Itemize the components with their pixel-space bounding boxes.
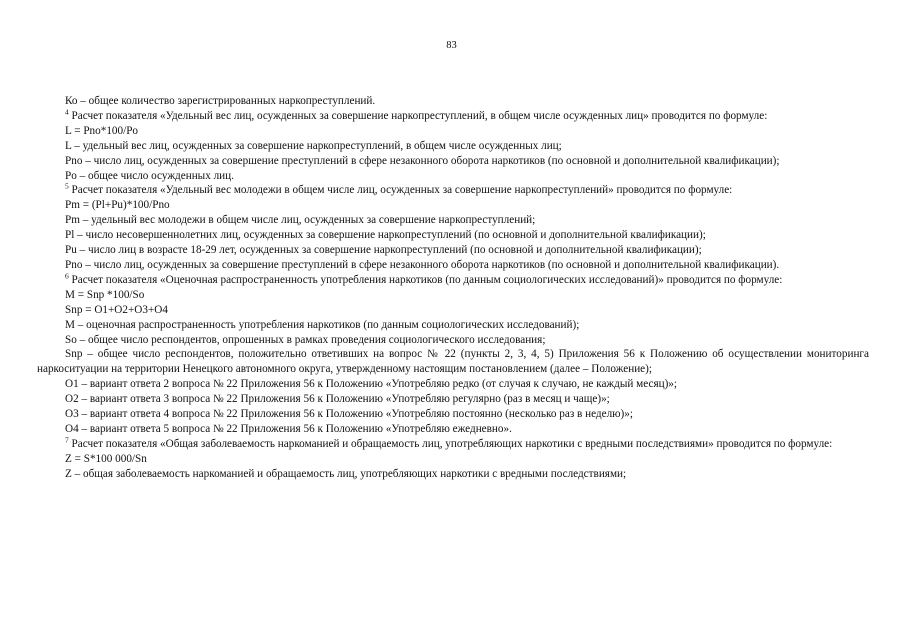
paragraph-text: M = Snp *100/So bbox=[65, 288, 145, 301]
paragraph-text: O1 – вариант ответа 2 вопроса № 22 Приложения 56 к Положению «Употребляю редко (от случая к случаю, не каждый месяц)»; bbox=[65, 378, 677, 391]
paragraph bbox=[37, 407, 869, 422]
paragraph bbox=[37, 437, 869, 452]
paragraph-text: L = Pno*100/Po bbox=[65, 124, 139, 137]
paragraph-text: Pu – число лиц в возрасте 18-29 лет, осужденных за совершение наркопреступлений (по основной и дополнительной квалификации); bbox=[65, 244, 702, 257]
paragraph bbox=[37, 422, 869, 437]
paragraph bbox=[37, 303, 869, 318]
paragraph-text: So – общее число респондентов, опрошенных в рамках проведения социологического исследования; bbox=[65, 333, 546, 346]
paragraph bbox=[37, 183, 869, 198]
paragraph-text: Расчет показателя «Оценочная распространенность употребления наркотиков (по данным социологических исследований)» проводится по формуле: bbox=[68, 273, 783, 286]
paragraph-text: L – удельный вес лиц, осужденных за совершение наркопреступлений, в общем числе осужденных лиц; bbox=[65, 139, 562, 152]
paragraph-text: Расчет показателя «Удельный вес молодежи в общем числе лиц, осужденных за совершение наркопреступлений» проводится по формуле: bbox=[68, 184, 733, 197]
paragraph-text: Pno – число лиц, осужденных за совершение преступлений в сфере незаконного оборота наркотиков (по основной и дополнительной квалификации); bbox=[65, 154, 780, 167]
paragraph bbox=[37, 467, 869, 482]
paragraph-text: Ко – общее количество зарегистрированных наркопреступлений. bbox=[65, 95, 376, 107]
paragraph bbox=[37, 347, 869, 377]
paragraph-text: M – оценочная распространенность употребления наркотиков (по данным социологических исследований); bbox=[65, 318, 580, 331]
paragraph-text: Snp – общее число респондентов, положительно ответивших на вопрос № 22 (пункты 2, 3, 4, 5) Приложения 56 к Положению об осуществлении мониторинга наркоситуации на территории Ненецкого автономного округа, утвержденному настоящим постановлением (далее – Положение); bbox=[37, 348, 869, 376]
footnote-marker: 5 bbox=[65, 181, 69, 191]
paragraph bbox=[37, 243, 869, 258]
footnote-marker: 6 bbox=[65, 271, 69, 281]
paragraph-text: O3 – вариант ответа 4 вопроса № 22 Приложения 56 к Положению «Употребляю постоянно (несколько раз в неделю)»; bbox=[65, 408, 633, 421]
paragraph-text: Pm = (Pl+Pu)*100/Pno bbox=[65, 199, 170, 212]
paragraph-text: Po – общее число осужденных лиц. bbox=[65, 169, 234, 182]
paragraph-text: Расчет показателя «Общая заболеваемость наркоманией и обращаемость лиц, употребляющих наркотики с вредными последствиями» проводится по формуле: bbox=[68, 437, 833, 450]
paragraph-text: Pl – число несовершеннолетних лиц, осужденных за совершение наркопреступлений (по основной и дополнительной квалификации); bbox=[65, 229, 706, 242]
paragraph-text: Z – общая заболеваемость наркоманией и обращаемость лиц, употребляющих наркотики с вредными последствиями; bbox=[65, 467, 627, 480]
paragraph-text: Z = S*100 000/Sn bbox=[65, 452, 147, 465]
paragraph-text: Расчет показателя «Удельный вес лиц, осужденных за совершение наркопреступлений, в общем числе осужденных лиц» проводится по формуле: bbox=[68, 109, 768, 122]
paragraph-text: O4 – вариант ответа 5 вопроса № 22 Приложения 56 к Положению «Употребляю ежедневно». bbox=[65, 422, 512, 435]
paragraph bbox=[37, 154, 869, 169]
paragraph bbox=[37, 198, 869, 213]
paragraph-text: Pm – удельный вес молодежи в общем числе лиц, осужденных за совершение наркопреступлений; bbox=[65, 214, 536, 227]
document-body bbox=[37, 94, 869, 482]
paragraph-text: Pno – число лиц, осужденных за совершение преступлений в сфере незаконного оборота наркотиков (по основной и дополнительной квалификации). bbox=[65, 258, 780, 271]
footnote-marker: 7 bbox=[65, 435, 69, 445]
paragraph bbox=[37, 452, 869, 467]
page-number: 83 bbox=[446, 40, 457, 51]
paragraph bbox=[37, 258, 869, 273]
paragraph bbox=[37, 273, 869, 288]
paragraph bbox=[37, 288, 869, 303]
footnote-marker: 4 bbox=[65, 107, 69, 117]
paragraph bbox=[37, 318, 869, 333]
paragraph-text: Snp = O1+O2+O3+O4 bbox=[65, 303, 168, 316]
paragraph bbox=[37, 169, 869, 184]
paragraph bbox=[37, 94, 869, 109]
paragraph bbox=[37, 392, 869, 407]
paragraph-text: O2 – вариант ответа 3 вопроса № 22 Приложения 56 к Положению «Употребляю регулярно (раз в месяц и чаще)»; bbox=[65, 393, 610, 406]
paragraph bbox=[37, 333, 869, 348]
paragraph bbox=[37, 377, 869, 392]
paragraph bbox=[37, 228, 869, 243]
paragraph bbox=[37, 124, 869, 139]
paragraph bbox=[37, 109, 869, 124]
paragraph bbox=[37, 139, 869, 154]
paragraph bbox=[37, 213, 869, 228]
